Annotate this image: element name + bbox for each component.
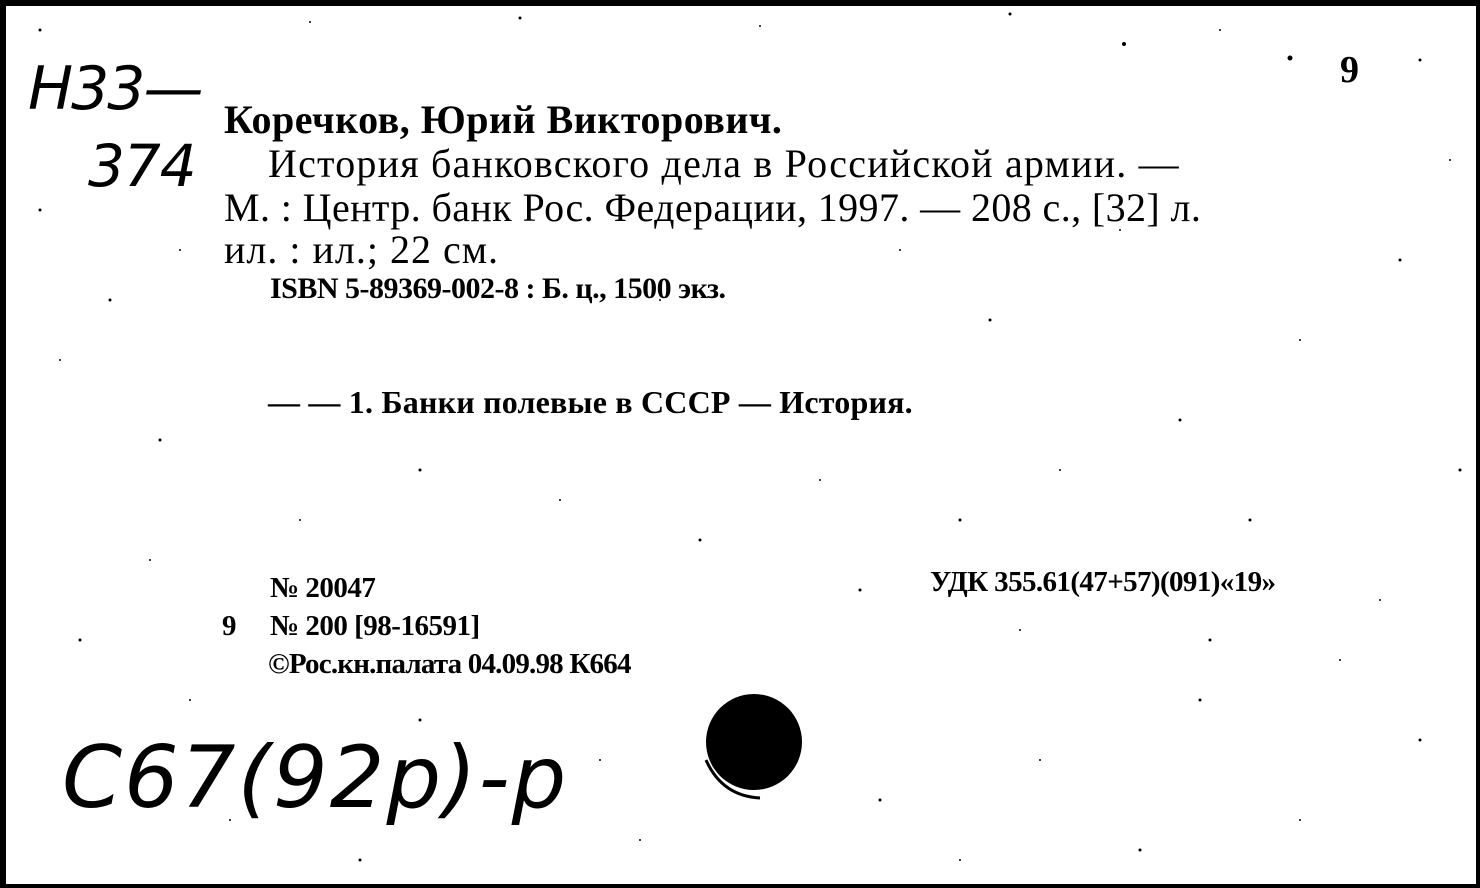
- record-number-1: № 20047: [270, 572, 376, 604]
- isbn-line: ISBN 5-89369-002-8 : Б. ц., 1500 экз.: [270, 272, 726, 305]
- imprint: М. : Центр. банк Рос. Федерации, 1997. — 208 с., [32] л.: [224, 185, 1202, 230]
- card-number: 9: [1340, 49, 1359, 91]
- record-number-2: № 200 [98-16591]: [270, 610, 480, 642]
- handwritten-shelfmark-line2: 374: [88, 132, 196, 200]
- book-chamber-line: ©Рос.кн.палата 04.09.98 К664: [268, 648, 631, 680]
- physical-description: ил. : ил.; 22 см.: [224, 227, 500, 272]
- title-statement: История банковского дела в Российской армии. —: [268, 141, 1180, 186]
- record-prefix: 9: [222, 610, 237, 642]
- udc-code: УДК 355.61(47+57)(091)«19»: [930, 566, 1276, 598]
- author-heading: Коречков, Юрий Викторович.: [224, 97, 783, 142]
- handwritten-shelfmark-line1: Н33—: [28, 54, 202, 124]
- subject-heading: — — 1. Банки полевые в СССР — История.: [268, 384, 913, 420]
- handwritten-classification: С67(92р)-р: [62, 728, 569, 828]
